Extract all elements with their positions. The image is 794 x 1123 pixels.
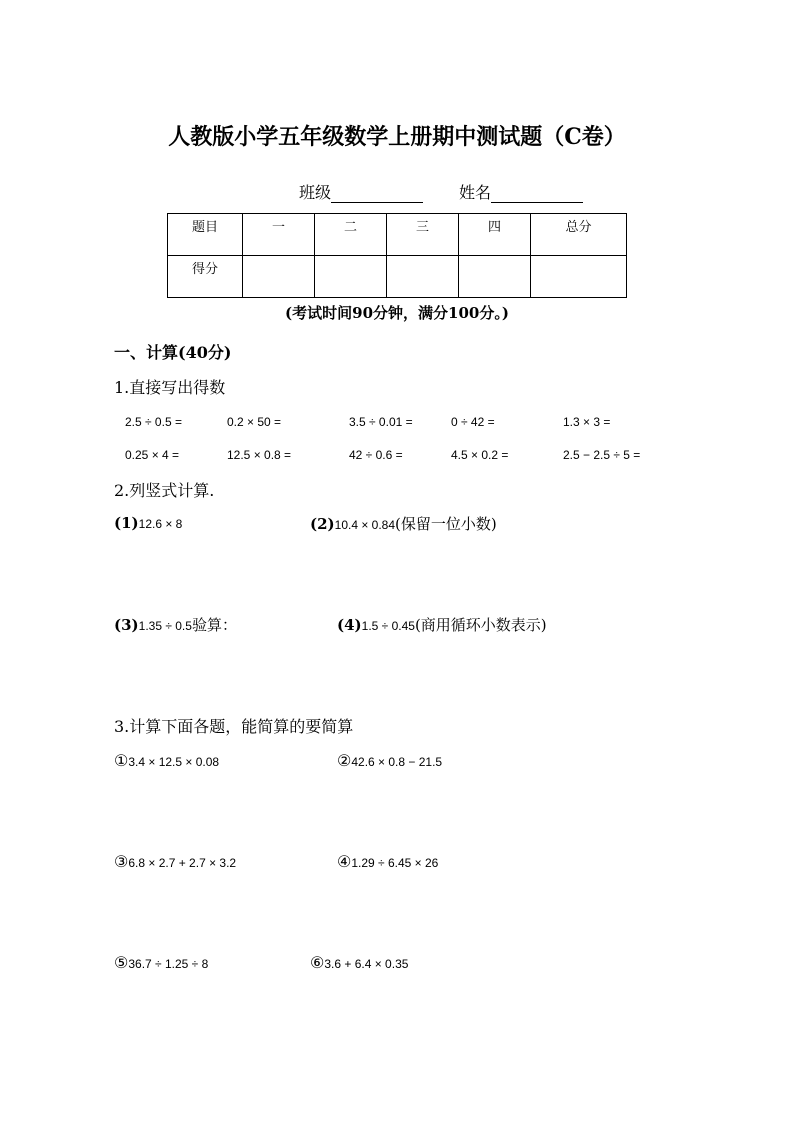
vertical-calc-item — [114, 513, 182, 532]
oral-item: 4.5 × 0.2 = — [451, 448, 509, 462]
class-field — [299, 180, 423, 203]
oral-item: 3.5 ÷ 0.01 = — [349, 415, 413, 429]
score-header-cell: 四 — [459, 214, 531, 256]
oral-item: 0.2 × 50 = — [227, 415, 282, 429]
score-cell[interactable] — [387, 256, 459, 298]
score-cell[interactable] — [531, 256, 627, 298]
simplify-item — [310, 953, 408, 972]
item-expression: 3.6 + 6.4 × 0.35 — [324, 957, 409, 971]
name-label: 姓名 — [459, 183, 492, 202]
vertical-calc-item — [337, 614, 547, 635]
item-note: 验算： — [191, 616, 237, 634]
score-cell[interactable] — [243, 256, 315, 298]
item-number: (3) — [114, 616, 139, 634]
vertical-calc-item — [310, 513, 497, 534]
question-1-title: 1.直接写出得数 — [114, 378, 226, 397]
simplify-item — [114, 953, 208, 972]
score-table-score-row — [168, 256, 627, 298]
oral-item: 42 ÷ 0.6 = — [349, 448, 403, 462]
oral-item: 2.5 − 2.5 ÷ 5 = — [563, 448, 641, 462]
oral-item: 12.5 × 0.8 = — [227, 448, 292, 462]
item-expression: 6.8 × 2.7 + 2.7 × 3.2 — [128, 856, 237, 870]
score-header-cell: 总分 — [531, 214, 627, 256]
item-expression: 1.5 ÷ 0.45 — [361, 619, 415, 633]
item-expression: 1.29 ÷ 6.45 × 26 — [351, 856, 439, 870]
score-row-label: 得分 — [168, 256, 243, 298]
class-label: 班级 — [299, 183, 332, 202]
class-blank[interactable] — [331, 185, 423, 203]
simplify-item — [337, 852, 438, 871]
oral-item: 2.5 ÷ 0.5 = — [125, 415, 182, 429]
question-2-title: 2.列竖式计算. — [114, 481, 215, 500]
section-1-title: 一、计算(40分) — [114, 343, 232, 362]
score-table — [167, 213, 627, 298]
item-number: ④ — [337, 852, 352, 871]
item-expression: 36.7 ÷ 1.25 ÷ 8 — [128, 957, 209, 971]
item-number: ⑤ — [114, 953, 129, 972]
score-header-cell: 二 — [315, 214, 387, 256]
page-title: 人教版小学五年级数学上册期中测试题（C卷） — [168, 124, 626, 150]
oral-item: 1.3 × 3 = — [563, 415, 611, 429]
item-number: (2) — [310, 515, 335, 533]
oral-item: 0 ÷ 42 = — [451, 415, 495, 429]
item-expression: 1.35 ÷ 0.5 — [138, 619, 192, 633]
simplify-item — [114, 852, 236, 871]
item-number: (4) — [337, 616, 362, 634]
score-header-cell: 三 — [387, 214, 459, 256]
item-number: ③ — [114, 852, 129, 871]
oral-item: 0.25 × 4 = — [125, 448, 180, 462]
item-number: (1) — [114, 514, 139, 532]
score-cell[interactable] — [459, 256, 531, 298]
item-expression: 12.6 × 8 — [138, 517, 183, 531]
item-note: (保留一位小数) — [395, 515, 497, 533]
exam-note: (考试时间90分钟，满分100分。) — [285, 304, 509, 322]
item-number: ① — [114, 751, 129, 770]
simplify-item — [114, 751, 219, 770]
item-expression: 3.4 × 12.5 × 0.08 — [128, 755, 220, 769]
score-header-cell: 题目 — [168, 214, 243, 256]
score-header-cell: 一 — [243, 214, 315, 256]
question-3-title: 3.计算下面各题，能简算的要简算 — [114, 717, 354, 736]
item-number: ⑥ — [310, 953, 325, 972]
item-expression: 10.4 × 0.84 — [334, 518, 396, 532]
name-blank[interactable] — [491, 185, 583, 203]
item-expression: 42.6 × 0.8 − 21.5 — [351, 755, 443, 769]
vertical-calc-item — [114, 614, 237, 635]
name-field — [459, 180, 583, 203]
score-table-header-row — [168, 214, 627, 256]
simplify-item — [337, 751, 442, 770]
item-note: (商用循环小数表示) — [414, 616, 547, 634]
item-number: ② — [337, 751, 352, 770]
score-cell[interactable] — [315, 256, 387, 298]
